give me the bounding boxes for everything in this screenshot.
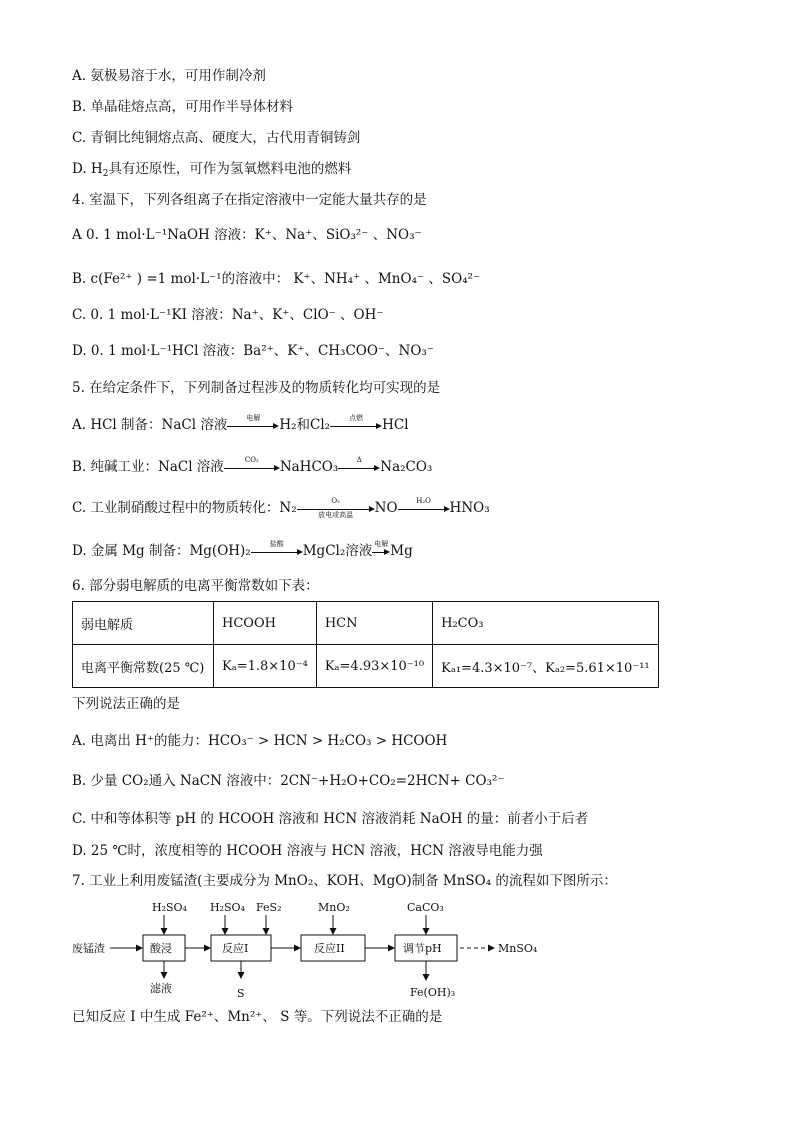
table-row <box>73 645 659 688</box>
table-cell: 电离平衡常数(25 ℃) <box>73 645 214 688</box>
q5-c-pre: C. 工业制硝酸过程中的物质转化：N₂ <box>72 500 297 516</box>
arrow-condition: 放电或高温 <box>318 510 354 519</box>
flow-input-1: H₂SO₄ <box>152 901 187 914</box>
q5-d-pre: D. 金属 Mg 制备：Mg(OH)₂ <box>72 543 251 559</box>
q5-a-pre: A. HCl 制备：NaCl 溶液 <box>72 417 228 433</box>
q3-option-d <box>72 160 351 183</box>
table-cell: Kₐ₁=4.3×10⁻⁷、Kₐ₂=5.61×10⁻¹¹ <box>433 645 659 688</box>
q4-option-b: B. c(Fe²⁺ ) =1 mol·L⁻¹的溶液中： K⁺、NH₄⁺ 、MnO₄⁻ 、SO₄²⁻ <box>72 271 481 287</box>
q5-d-post: Mg <box>390 543 413 559</box>
arrow-label: CO₂ <box>244 455 259 464</box>
table-cell: Kₐ=4.93×10⁻¹⁰ <box>316 645 432 688</box>
flow-input-2a: H₂SO₄ <box>210 901 245 914</box>
q5-b-mid: NaHCO₃ <box>279 459 339 475</box>
arrow-label: O₂ <box>331 496 340 505</box>
q5-d-mid: MgCl₂溶液 <box>302 543 373 559</box>
reaction-arrow <box>338 455 380 477</box>
q5-option-d <box>72 539 413 561</box>
arrow-label: 电解 <box>246 413 261 422</box>
flow-box1-label: 酸浸 <box>150 942 172 955</box>
q5-c-mid: NO <box>374 500 398 516</box>
q5-option-b <box>72 455 433 477</box>
q6-option-a: A. 电离出 H⁺的能力：HCO₃⁻ > HCN > H₂CO₃ > HCOOH <box>72 733 448 749</box>
flow-end: MnSO₄ <box>498 942 538 955</box>
flow-input-2b: FeS₂ <box>256 901 282 914</box>
q3-d-sub: 2 <box>102 169 109 179</box>
q6-option-b: B. 少量 CO₂通入 NaCN 溶液中：2CN⁻+H₂O+CO₂=2HCN+ CO₃²⁻ <box>72 773 505 789</box>
q7-note: 已知反应 I 中生成 Fe²⁺、Mn²⁺、 S 等。下列说法不正确的是 <box>72 1009 443 1025</box>
table-cell: Kₐ=1.8×10⁻⁴ <box>214 645 317 688</box>
flow-start: 废锰渣 <box>72 942 105 955</box>
q6-option-d: D. 25 ℃时，浓度相等的 HCOOH 溶液与 HCN 溶液，HCN 溶液导电能力强 <box>72 843 543 859</box>
arrow-label: 盐酸 <box>269 539 284 548</box>
arrow-label: 电解 <box>374 539 389 548</box>
q3-option-b: B. 单晶硅熔点高，可用作半导体材料 <box>72 99 294 115</box>
q5-b-pre: B. 纯碱工业：NaCl 溶液 <box>72 459 224 475</box>
flow-input-4: CaCO₃ <box>407 901 444 914</box>
table-row <box>73 602 659 645</box>
q5-stem: 5. 在给定条件下，下列制备过程涉及的物质转化均可实现的是 <box>72 380 441 396</box>
reaction-arrow <box>398 496 450 518</box>
ionization-constants-table <box>72 601 659 688</box>
q5-a-mid: H₂和Cl₂ <box>279 417 331 433</box>
q3-d-pre: D. H <box>72 161 103 177</box>
q3-d-post: 具有还原性，可作为氢氧燃料电池的燃料 <box>108 161 352 177</box>
table-cell: H₂CO₃ <box>433 602 659 645</box>
flow-output-4: Fe(OH)₃ <box>410 986 456 999</box>
q6-stem: 6. 部分弱电解质的电离平衡常数如下表： <box>72 578 319 594</box>
q5-option-a <box>72 413 409 435</box>
q4-stem: 4. 室温下，下列各组离子在指定溶液中一定能大量共存的是 <box>72 192 427 208</box>
reaction-arrow <box>330 413 382 435</box>
flow-box4-label: 调节pH <box>403 942 442 955</box>
reaction-arrow <box>297 496 375 519</box>
q6-after: 下列说法正确的是 <box>72 696 180 712</box>
reaction-arrow <box>372 539 390 561</box>
reaction-arrow <box>224 455 280 477</box>
q5-c-post: HNO₃ <box>449 500 490 516</box>
reaction-arrow <box>251 539 303 561</box>
flow-input-3: MnO₂ <box>318 901 350 914</box>
q4-option-c: C. 0. 1 mol·L⁻¹KI 溶液：Na⁺、K⁺、ClO⁻ 、OH⁻ <box>72 307 384 323</box>
reaction-arrow <box>227 413 279 435</box>
table-cell: HCN <box>316 602 432 645</box>
process-flow-diagram <box>70 895 570 1005</box>
flow-box2-label: 反应I <box>222 942 249 955</box>
q4-option-d: D. 0. 1 mol·L⁻¹HCl 溶液：Ba²⁺、K⁺、CH₃COO⁻、NO₃⁻ <box>72 343 434 359</box>
flow-output-2: S <box>237 987 245 1000</box>
flow-box3-label: 反应II <box>314 942 345 955</box>
q7-stem: 7. 工业上利用废锰渣(主要成分为 MnO₂、KOH、MgO)制备 MnSO₄ 的流程如下图所示： <box>72 873 617 889</box>
q5-b-post: Na₂CO₃ <box>380 459 433 475</box>
arrow-label: 点燃 <box>349 413 364 422</box>
q5-a-post: HCl <box>382 417 409 433</box>
arrow-label: Δ <box>356 455 362 464</box>
q3-option-c: C. 青铜比纯铜熔点高、硬度大，古代用青铜铸剑 <box>72 130 361 146</box>
flow-output-1: 滤液 <box>150 982 172 995</box>
arrow-label: H₂O <box>416 496 431 505</box>
table-cell: 弱电解质 <box>73 602 214 645</box>
table-cell: HCOOH <box>214 602 317 645</box>
q5-option-c <box>72 496 490 519</box>
q4-option-a: A 0. 1 mol·L⁻¹NaOH 溶液：K⁺、Na⁺、SiO₃²⁻ 、NO₃⁻ <box>72 227 422 243</box>
q6-option-c: C. 中和等体积等 pH 的 HCOOH 溶液和 HCN 溶液消耗 NaOH 的量：前者小于后者 <box>72 811 589 827</box>
q3-option-a: A. 氨极易溶于水，可用作制冷剂 <box>72 68 266 84</box>
